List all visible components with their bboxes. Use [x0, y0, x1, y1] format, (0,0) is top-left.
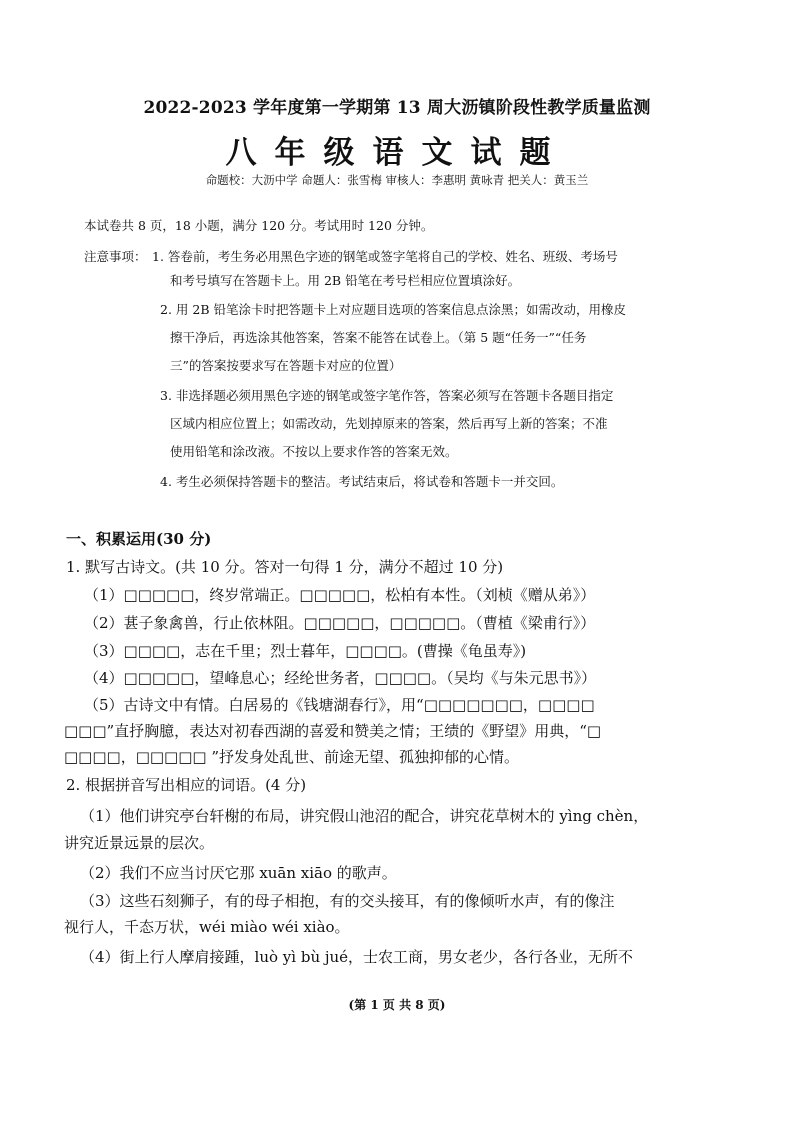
note-line: 和考号填写在答题卡上。用 2B 铅笔在考号栏相应位置填涂好。: [170, 273, 521, 288]
question-item: （1）□□□□□，终岁常端正。□□□□□，松柏有本性。（刘桢《赠从弟》）: [84, 586, 596, 604]
note-line: 4. 考生必须保持答题卡的整洁。考试结束后，将试卷和答题卡一并交回。: [160, 474, 564, 489]
page-footer: (第 1 页 共 8 页): [348, 998, 446, 1012]
exam-credits: 命题校：大沥中学 命题人：张雪梅 审核人：李惠明 黄咏青 把关人：黄玉兰: [205, 173, 589, 187]
question-item: （4）街上行人摩肩接踵，luò yì bù jué，士农工商，男女老少，各行各业，无所不: [80, 948, 634, 966]
subject-title: 八年级语文试题: [225, 135, 569, 171]
question-item: （1）他们讲究亭台轩榭的布局，讲究假山池沼的配合，讲究花草树木的 yìng chèn，: [80, 807, 649, 825]
question-stem: 1. 默写古诗文。(共 10 分。答对一句得 1 分，满分不超过 10 分): [66, 558, 504, 576]
exam-intro: 本试卷共 8 页，18 小题，满分 120 分。考试用时 120 分钟。: [84, 218, 434, 233]
question-item: □□□”直抒胸臆，表达对初春西湖的喜爱和赞美之情；王绩的《野望》用典，“□: [64, 722, 602, 740]
note-line: 使用铅笔和涂改液。不按以上要求作答的答案无效。: [170, 444, 458, 459]
question-item: （4）□□□□□，望峰息心；经纶世务者，□□□□。（吴均《与朱元思书》）: [84, 669, 597, 687]
section-title: 一、积累运用(30 分): [66, 530, 212, 548]
note-line: 擦干净后，再选涂其他答案，答案不能答在试卷上。（第 5 题“任务一”“任务: [170, 330, 587, 345]
question-item: （5）古诗文中有情。白居易的《钱塘湖春行》，用“□□□□□□□，□□□□: [84, 696, 595, 714]
exam-title: 2022-2023 学年度第一学期第 13 周大沥镇阶段性教学质量监测: [143, 98, 651, 118]
question-item: 视行人，千态万状，wéi miào wéi xiào。: [64, 918, 350, 936]
note-line: 三”的答案按要求写在答题卡对应的位置）: [170, 358, 402, 373]
question-item: （2）葚子象禽兽，行止依林阻。□□□□□，□□□□□。（曹植《梁甫行》）: [84, 614, 596, 632]
note-line: 区域内相应位置上；如需改动，先划掉原来的答案，然后再写上新的答案；不准: [170, 416, 608, 431]
note-line: 3. 非选择题必须用黑色字迹的钢笔或签字笔作答，答案必须写在答题卡各题目指定: [160, 388, 614, 403]
note-line: 2. 用 2B 铅笔涂卡时把答题卡上对应题目选项的答案信息点涂黑；如需改动，用橡皮: [160, 302, 626, 317]
question-stem: 2. 根据拼音写出相应的词语。(4 分): [66, 776, 307, 794]
question-item: 讲究近景远景的层次。: [64, 834, 215, 852]
question-item: （2）我们不应当讨厌它那 xuān xiāo 的歌声。: [80, 864, 397, 882]
notes-label: 注意事项：: [84, 249, 147, 264]
question-item: □□□□，□□□□□ ”抒发身处乱世、前途无望、孤独抑郁的心情。: [64, 748, 519, 766]
question-item: （3）□□□□，志在千里；烈士暮年，□□□□。(曹操《龟虽寿》): [84, 642, 527, 660]
question-item: （3）这些石刻狮子，有的母子相抱，有的交头接耳，有的像倾听水声，有的像注: [80, 892, 615, 910]
note-line: 1. 答卷前，考生务必用黑色字迹的钢笔或签字笔将自己的学校、姓名、班级、考场号: [152, 249, 618, 264]
